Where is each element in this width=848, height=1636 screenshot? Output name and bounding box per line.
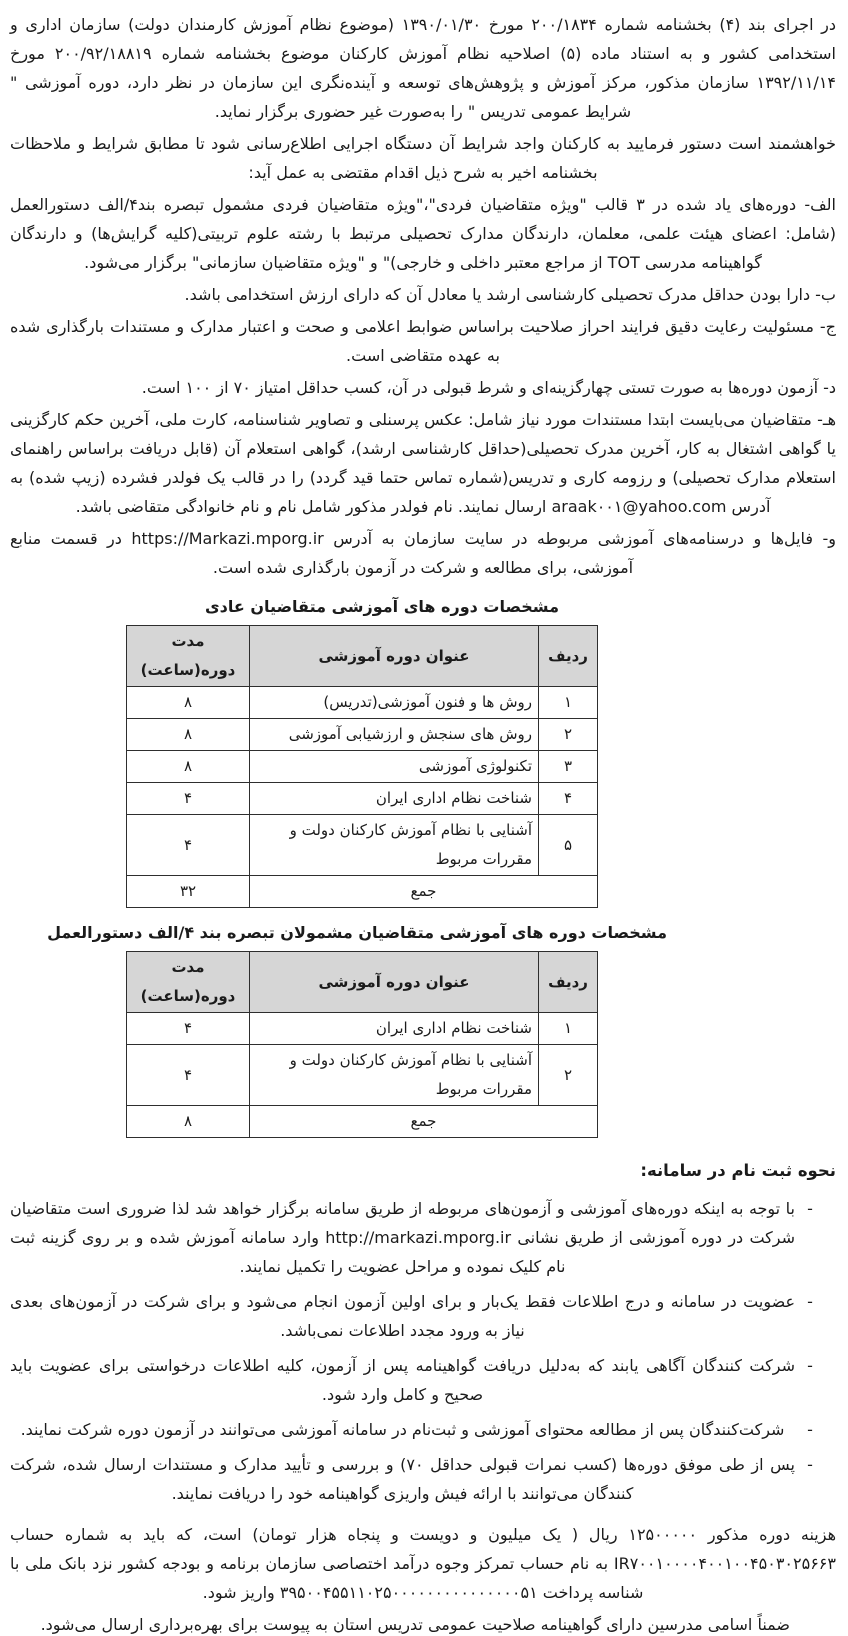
- exempt-courses-table-title: مشخصات دوره های آموزشی متقاضیان مشمولان تبصره بند ۴/الف دستورالعمل: [47, 923, 667, 942]
- table-row: [127, 783, 598, 815]
- list-item: [10, 1450, 816, 1508]
- payment-text: هزینه دوره مذکور ۱۲۵۰۰۰۰۰ ریال ( یک میلیون و دویست و پنجاه هزار تومان) است، که باید به شماره حساب: [10, 1525, 837, 1544]
- course-hours: ۸: [127, 687, 250, 719]
- item-be: ب- دارا بودن حداقل مدرک تحصیلی کارشناسی ارشد یا معادل آن که دارای ارزش استخدامی باشد.: [184, 285, 836, 304]
- item-dal: د- آزمون دوره‌ها به صورت تستی چهارگزینه‌ای و شرط قبولی در آن، کسب حداقل امتیاز ۷۰ از ۱۰۰ است.: [141, 378, 836, 397]
- bullet-text: پس از طی موفق دوره‌ها (کسب نمرات قبولی حداقل ۷۰) و بررسی و تأیید مدارک و مستندات ارسال شده، شرکت کنندگان می‌توانند با ارائه فیش واریزی گواهینامه خود را دریافت نمایند.: [10, 1455, 795, 1503]
- bullet-text: شرکت‌کنندگان پس از مطالعه محتوای آموزشی و ثبت‌نام در سامانه آموزشی می‌توانند در آزمون دوره شرکت نمایند.: [20, 1420, 785, 1439]
- payment-text-after: واریز شود.: [202, 1583, 280, 1602]
- list-item: [10, 1415, 816, 1444]
- column-header-duration: مدت دوره(ساعت): [127, 952, 250, 1013]
- total-hours: ۳۲: [127, 876, 250, 908]
- list-item: [10, 1351, 816, 1409]
- course-title: آشنایی با نظام آموزش کارکنان دولت و مقررات مربوط: [250, 815, 539, 876]
- table-total-row: [127, 876, 598, 908]
- item-vav-text-after: در قسمت منابع آموزشی، برای مطالعه و شرکت در آزمون بارگذاری شده است.: [10, 529, 634, 577]
- total-label: جمع: [250, 876, 598, 908]
- item-vav: [10, 524, 836, 582]
- course-hours: ۸: [127, 719, 250, 751]
- course-title: شناخت نظام اداری ایران: [250, 1013, 539, 1045]
- intro-paragraph: در اجرای بند (۴) بخشنامه شماره ۲۰۰/۱۸۳۴ مورخ ۱۳۹۰/۰۱/۳۰ (موضوع نظام آموزش کارمندان دولت) سازمان اداری و استخدامی کشور و به استناد ماده (۵) اصلاحیه نظام آموزش کارکنان موضوع بخشنامه شماره ۲۰۰/۹۲/۱۸۸۱۹ مورخ ۱۳۹۲/۱۱/۱۴ سازمان مذکور، مرکز آموزش و پژوهش‌های توسعه و آینده‌نگری این سازمان در نظر دارد، دوره آموزشی " شرایط عمومی تدریس " را به‌صورت غیر حضوری برگزار نماید.: [10, 15, 837, 121]
- table-row: [127, 751, 598, 783]
- course-title: روش های سنجش و ارزشیابی آموزشی: [250, 719, 539, 751]
- course-title: آشنایی با نظام آموزش کارکنان دولت و مقررات مربوط: [250, 1045, 539, 1106]
- course-hours: ۴: [127, 783, 250, 815]
- regular-courses-table-title: مشخصات دوره های آموزشی متقاضیان عادی: [205, 597, 559, 616]
- item-he-text-after: ارسال نمایند. نام فولدر مذکور شامل نام و نام خانوادگی متقاضی باشد.: [75, 497, 552, 516]
- course-hours: ۸: [127, 751, 250, 783]
- column-header-course-title: عنوان دوره آموزشی: [250, 626, 539, 687]
- regular-courses-table: [126, 625, 598, 908]
- course-hours: ۴: [127, 1013, 250, 1045]
- table-total-row: [127, 1106, 598, 1138]
- total-label: جمع: [250, 1106, 598, 1138]
- email-address: araak۰۰۱@yahoo.com: [551, 497, 727, 516]
- total-hours: ۸: [127, 1106, 250, 1138]
- bullet-text: عضویت در سامانه و درج اطلاعات فقط یک‌بار و برای اولین آزمون انجام می‌شود و برای شرکت در آزمون‌های بعدی نیاز به ورود مجدد اطلاعات نمی‌باشد.: [10, 1292, 795, 1340]
- row-number: ۲: [539, 719, 598, 751]
- table-header-row: [127, 626, 598, 687]
- row-number: ۴: [539, 783, 598, 815]
- item-alef: الف- دوره‌های یاد شده در ۳ قالب "ویژه متقاضیان فردی"،"ویژه متقاضیان فردی مشمول تبصره بند۴/الف دستورالعمل (شامل: اعضای هیئت علمی، معلمان، دارندگان مدارک تحصیلی مرتبط با رشته علوم تربیتی(کلیه گرایش‌ها) و دارندگان گواهینامه مدرسی TOT از مراجع معتبر داخلی و خارجی)" و "ویژه متقاضیان سازمانی" برگزار می‌شود.: [10, 195, 837, 272]
- table-row: [127, 687, 598, 719]
- bullet-dash-marker: -: [807, 1420, 813, 1439]
- registration-bullet-list: [10, 1194, 836, 1508]
- bullet-text-segment: وارد سامانه آموزش شده و بر روی گزینه ثبت نام کلیک نموده و مراحل عضویت را تکمیل نمایند.: [10, 1228, 566, 1276]
- table-row: [127, 1045, 598, 1106]
- item-jim: ج- مسئولیت رعایت دقیق فرایند احراز صلاحیت براساس ضوابط اعلامی و صحت و اعتبار مدارک و مستندات بارگذاری شده به عهده متقاضی است.: [10, 317, 836, 365]
- item-vav-text: و- فایل‌ها و درسنامه‌های آموزشی مربوطه در سایت سازمان به آدرس: [323, 529, 837, 548]
- bullet-dash-marker: -: [807, 1356, 813, 1375]
- payment-text-middle: به نام حساب تمرکز وجوه درآمد اختصاصی سازمان برنامه و بودجه کشور نزد بانک ملی با شناسه پرداخت: [10, 1554, 644, 1602]
- payment-paragraph: [10, 1520, 836, 1607]
- bullet-text-segment: با توجه به اینکه دوره‌های آموزشی و آزمون‌های مربوطه از طریق سامانه برگزار خواهد شد لذا ضروری است متقاضیان شرکت در دوره آموزشی از طریق نشانی: [10, 1199, 796, 1247]
- bullet-dash-marker: -: [807, 1455, 813, 1474]
- resources-site-url: https://Markazi.mporg.ir: [131, 529, 324, 548]
- list-item: [10, 1194, 816, 1281]
- row-number: ۲: [539, 1045, 598, 1106]
- course-title: شناخت نظام اداری ایران: [250, 783, 539, 815]
- exempt-courses-table: [126, 951, 598, 1138]
- course-hours: ۴: [127, 815, 250, 876]
- payment-id-number: ۳۹۵۰۰۴۵۵۱۱۰۲۵۰۰۰۰۰۰۰۰۰۰۰۰۰۰۰۵۱: [279, 1583, 538, 1602]
- closing-paragraph: ضمناً اسامی مدرسین دارای گواهینامه صلاحیت عمومی تدریس استان به پیوست برای بهره‌برداری ارسال می‌شود.: [40, 1615, 790, 1634]
- list-item: [10, 1287, 816, 1345]
- course-hours: ۴: [127, 1045, 250, 1106]
- table-row: [127, 1013, 598, 1045]
- request-paragraph: خواهشمند است دستور فرمایید به کارکنان واجد شرایط آن دستگاه اجرایی اطلاع‌رسانی شود تا مطابق شرایط و ملاحظات بخشنامه اخیر به شرح ذیل اقدام مقتضی به عمل آید:: [10, 134, 836, 182]
- column-header-row-number: ردیف: [539, 626, 598, 687]
- row-number: ۵: [539, 815, 598, 876]
- course-title: تکنولوژی آموزشی: [250, 751, 539, 783]
- row-number: ۱: [539, 1013, 598, 1045]
- bullet-text: [10, 1194, 795, 1281]
- column-header-course-title: عنوان دوره آموزشی: [250, 952, 539, 1013]
- row-number: ۱: [539, 687, 598, 719]
- row-number: ۳: [539, 751, 598, 783]
- registration-section-heading: نحوه ثبت نام در سامانه:: [640, 1161, 836, 1180]
- table-row: [127, 719, 598, 751]
- bullet-dash-marker: -: [807, 1199, 813, 1218]
- column-header-duration: مدت دوره(ساعت): [127, 626, 250, 687]
- column-header-row-number: ردیف: [539, 952, 598, 1013]
- iban-number: IR۷۰۰۱۰۰۰۰۴۰۰۱۰۰۴۵۰۳۰۲۵۶۶۳: [613, 1554, 836, 1573]
- registration-site-url: http://markazi.mporg.ir: [325, 1228, 512, 1247]
- course-title: روش ها و فنون آموزشی(تدریس): [250, 687, 539, 719]
- table-header-row: [127, 952, 598, 1013]
- item-he: [10, 405, 836, 521]
- bullet-dash-marker: -: [807, 1292, 813, 1311]
- bullet-text: شرکت کنندگان آگاهی یابند که به‌دلیل دریافت گواهینامه پس از آزمون، کلیه اطلاعات درخواستی برای عضویت باید صحیح و کامل وارد شود.: [10, 1356, 795, 1404]
- table-row: [127, 815, 598, 876]
- item-he-text: هـ- متقاضیان می‌بایست ابتدا مستندات مورد نیاز شامل: عکس پرسنلی و تصاویر شناسنامه، کارت ملی، آخرین حکم کارگزینی یا گواهی اشتغال به کار، آخرین مدرک تحصیلی(حداقل کارشناسی ارشد)، گواهی استعلام آن (قابل دریافت براساس راهنمای استعلام مدارک تحصیلی) و رزومه کاری و تدریس(شماره تماس حتما قید گردد) را در قالب یک فولدر فشرده (زیپ شده) به آدرس: [10, 410, 836, 516]
